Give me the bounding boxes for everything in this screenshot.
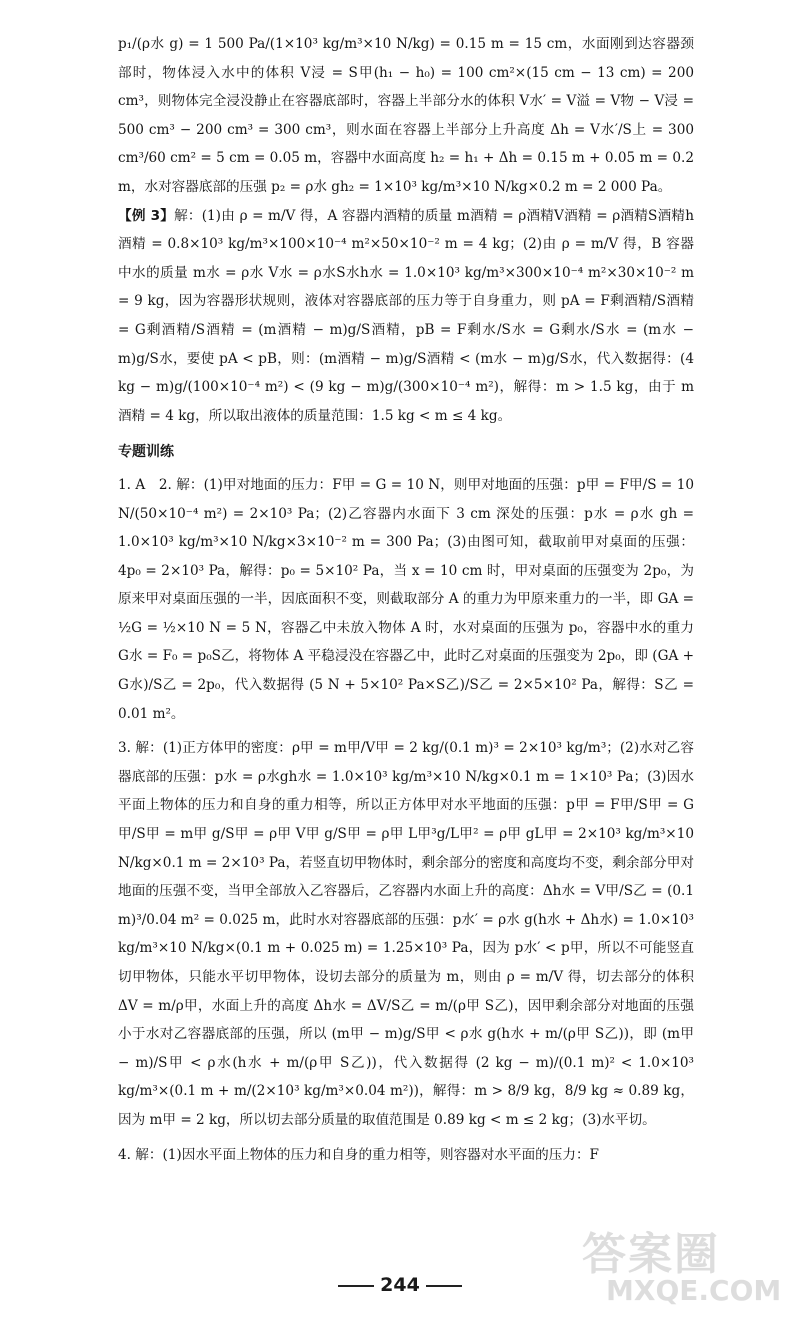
answer-3: 3. 解：(1)正方体甲的密度：ρ甲 = m甲/V甲 = 2 kg/(0.1 m)³ = 2×10³ kg/m³；(2)水对乙容器底部的压强：p水 = ρ水gh水 = 1.0×10³ kg/m³×10 N/kg×0.1 m = 1×10³ Pa；(3)因水平面上物体的压力和自身的重力相等，所以正方体甲对水平地面的压强：p甲 = F甲/S甲 = G甲/S甲 = m甲 g/S甲 = ρ甲 V甲 g/S甲 = ρ甲 L甲³g/L甲² = ρ甲 gL甲 = 2×10³ kg/m³×10 N/kg×0.1 m = 2×10³ Pa，若竖直切甲物体时，剩余部分的密度和高度均不变，剩余部分甲对地面的压强不变，当甲全部放入乙容器后，乙容器内水面上升的高度：Δh水 = V甲/S乙 = (0.1 m)³/0.04 m² = 0.025 m，此时水对容器底部的压强：p水′ = ρ水 g(h水 + Δh水) = 1.0×10³ kg/m³×10 N/kg×(0.1 m + 0.025 m) = 1.25×10³ Pa，因为 p水′ < p甲，所以不可能竖直切甲物体，只能水平切甲物体，设切去部分的质量为 m，则由 ρ = m/V 得，切去部分的体积 ΔV = m/ρ甲，水面上升的高度 Δh水 = ΔV/S乙 = m/(ρ甲 S乙)，因甲剩余部分对地面的压强小于水对乙容器底部的压强，所以 (m甲 − m)g/S甲 < ρ水 g(h水 + m/(ρ甲 S乙))，即 (m甲 − m)/S甲 < ρ水(h水 + m/(ρ甲 S乙))，代入数据得 (2 kg − m)/(0.1 m)² < 1.0×10³ kg/m³×(0.1 m + m/(2×10³ kg/m³×0.04 m²))，解得：m > 8/9 kg，8/9 kg ≈ 0.89 kg，因为 m甲 = 2 kg，所以切去部分质量的取值范围是 0.89 kg < m ≤ 2 kg；(3)水平切。 xyxy=(118,740,694,1128)
example-3-tag: 【例 3】 xyxy=(118,207,175,224)
page-number: 244 xyxy=(380,1274,420,1296)
section-title: 专题训练 xyxy=(118,444,174,461)
footer-dash-right xyxy=(426,1285,462,1287)
watermark-en: MXQE.COM xyxy=(606,1274,782,1307)
text-body xyxy=(118,30,694,1169)
footer-dash-left xyxy=(338,1285,374,1287)
example-continuation: p₁/(ρ水 g) = 1 500 Pa/(1×10³ kg/m³×10 N/kg) = 0.15 m = 15 cm，水面刚到达容器颈部时，物体浸入水中的体积 V浸 = S甲(h₁ − h₀) = 100 cm²×(15 cm − 13 cm) = 200 cm³，则物体完全浸没静止在容器底部时，容器上半部分水的体积 V水′ = V溢 = V物 − V浸 = 500 cm³ − 200 cm³ = 300 cm³，则水面在容器上半部分上升高度 Δh = V水′/S上 = 300 cm³/60 cm² = 5 cm = 0.05 m，容器中水面高度 h₂ = h₁ + Δh = 0.15 m + 0.05 m = 0.2 m，水对容器底部的压强 p₂ = ρ水 gh₂ = 1×10³ kg/m³×10 N/kg×0.2 m = 2 000 Pa。 xyxy=(118,36,694,195)
example-3 xyxy=(118,202,694,431)
example-3-text: 解：(1)由 ρ = m/V 得，A 容器内酒精的质量 m酒精 = ρ酒精V酒精 = ρ酒精S酒精h酒精 = 0.8×10³ kg/m³×100×10⁻⁴ m²×50×10⁻² m = 4 kg；(2)由 ρ = m/V 得，B 容器中水的质量 m水 = ρ水 V水 = ρ水S水h水 = 1.0×10³ kg/m³×300×10⁻⁴ m²×30×10⁻² m = 9 kg，因为容器形状规则，液体对容器底部的压力等于自身重力，则 pA = F剩酒精/S酒精 = G剩酒精/S酒精 = (m酒精 − m)g/S酒精，pB = F剩水/S水 = G剩水/S水 = (m水 − m)g/S水，要使 pA < pB，则：(m酒精 − m)g/S酒精 < (m水 − m)g/S水，代入数据得：(4 kg − m)g/(100×10⁻⁴ m²) < (9 kg − m)g/(300×10⁻⁴ m²)，解得：m > 1.5 kg，由于 m酒精 = 4 kg，所以取出液体的质量范围：1.5 kg < m ≤ 4 kg。 xyxy=(118,207,694,424)
watermark-logo xyxy=(560,1218,790,1318)
watermark-cn: 答案圈 xyxy=(582,1229,720,1280)
answer-1-2: 1. A 2. 解：(1)甲对地面的压力：F甲 = G = 10 N，则甲对地面的压强：p甲 = F甲/S = 10 N/(50×10⁻⁴ m²) = 2×10³ Pa；(2)乙容器内水面下 3 cm 深处的压强：p水 = ρ水 gh = 1.0×10³ kg/m³×10 N/kg×3×10⁻² m = 300 Pa；(3)由图可知，截取前甲对桌面的压强：4p₀ = 2×10³ Pa，解得：p₀ = 5×10² Pa，当 x = 10 cm 时，甲对桌面的压强变为 2p₀，为原来甲对桌面压强的一半，因底面积不变，则截取部分 A 的重力为甲原来重力的一半，即 GA = ½G = ½×10 N = 5 N，容器乙中未放入物体 A 时，水对桌面的压强为 p₀，容器中水的重力 G水 = F₀ = p₀S乙，将物体 A 平稳浸没在容器乙中，此时乙对桌面的压强变为 2p₀，即 (GA + G水)/S乙 = 2p₀，代入数据得 (5 N + 5×10² Pa×S乙)/S乙 = 2×5×10² Pa，解得：S乙 = 0.01 m²。 xyxy=(118,476,694,722)
answer-4: 4. 解：(1)因水平面上物体的压力和自身的重力相等，则容器对水平面的压力：F xyxy=(118,1146,599,1163)
